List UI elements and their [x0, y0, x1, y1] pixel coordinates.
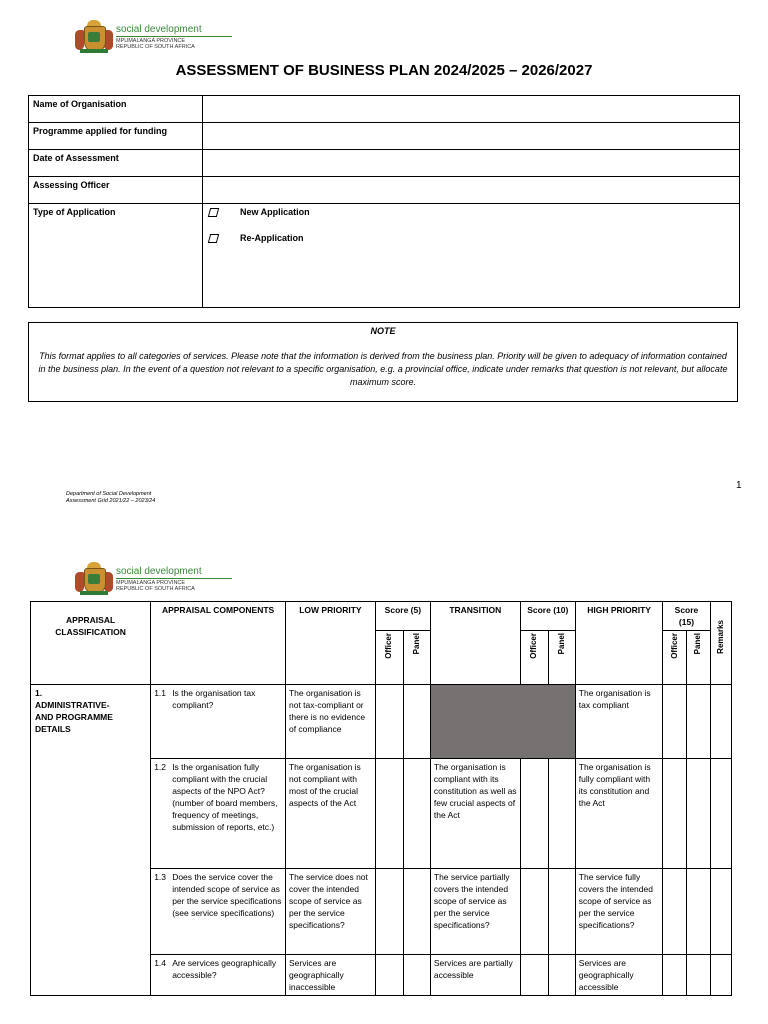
header-score-10: Score (10)	[520, 602, 575, 631]
page-title: ASSESSMENT OF BUSINESS PLAN 2024/2025 – 2026/2027	[175, 62, 593, 79]
row-low: The service does not cover the intended scope of service as per the service specifications?	[285, 869, 375, 955]
remarks-cell[interactable]	[710, 685, 731, 759]
header-panel: Panel	[693, 633, 703, 655]
note-title: NOTE	[370, 326, 396, 336]
header-officer: Officer	[529, 633, 539, 659]
score-panel-15[interactable]	[686, 869, 710, 955]
organisation-info-form	[28, 95, 740, 308]
field-organisation-name[interactable]	[203, 96, 740, 123]
checkbox-icon[interactable]	[208, 208, 219, 217]
logo-brand: social development	[116, 565, 202, 577]
coat-of-arms-icon	[74, 562, 114, 596]
option-label: New Application	[240, 207, 310, 217]
logo-brand: social development	[116, 23, 202, 35]
footer-line-2: Assessment Grid 2021/22 – 2023/24	[66, 498, 156, 504]
score-officer-15[interactable]	[663, 685, 687, 759]
label-type-of-application: Type of Application	[29, 204, 203, 308]
field-assessing-officer[interactable]	[203, 177, 740, 204]
score-panel-5[interactable]	[403, 869, 430, 955]
header-officer: Officer	[669, 633, 679, 659]
header-high-priority: HIGH PRIORITY	[575, 602, 663, 685]
footer-line-1: Department of Social Development	[66, 491, 152, 497]
score-panel-5[interactable]	[403, 685, 430, 759]
row-component: Is the organisation tax compliant?	[172, 688, 256, 710]
header-officer: Officer	[384, 633, 394, 659]
header-low-priority: LOW PRIORITY	[285, 602, 375, 685]
logo-country: REPUBLIC OF SOUTH AFRICA	[116, 43, 195, 50]
score-officer-15[interactable]	[663, 955, 687, 996]
score-panel-15[interactable]	[686, 685, 710, 759]
header-remarks: Remarks	[715, 620, 725, 654]
page-number: 1	[736, 480, 742, 491]
header-classification: APPRAISAL CLASSIFICATION	[31, 602, 151, 685]
note-body: This format applies to all categories of services. Please note that the information is derived from the business plan. Priority will be given to adequacy of information contained in the business plan. In the event of a question not relevant to a specific organisation, e.g. a provincial office, indicate under remarks that question is not relevant, but allocate maximum score.	[38, 351, 728, 387]
row-transition: The service partially covers the intended scope of service as per the service specifications?	[430, 869, 520, 955]
row-number: 1.3	[154, 872, 167, 882]
row-number: 1.2	[154, 762, 167, 772]
label-organisation-name: Name of Organisation	[29, 96, 203, 123]
header-score-15: Score (15)	[663, 602, 710, 631]
score-officer-5[interactable]	[375, 955, 403, 996]
row-number: 1.4	[154, 958, 167, 968]
header-panel: Panel	[411, 633, 421, 655]
transition-not-applicable	[430, 685, 575, 759]
remarks-cell[interactable]	[710, 759, 731, 869]
row-low: The organisation is not tax-compliant or there is no evidence of compliance	[285, 685, 375, 759]
checkbox-icon[interactable]	[208, 234, 219, 243]
score-officer-10[interactable]	[520, 759, 548, 869]
header-transition: TRANSITION	[430, 602, 520, 685]
header-panel: Panel	[556, 633, 566, 655]
label-programme: Programme applied for funding	[29, 123, 203, 150]
score-officer-10[interactable]	[520, 869, 548, 955]
score-officer-15[interactable]	[663, 869, 687, 955]
score-officer-15[interactable]	[663, 759, 687, 869]
coat-of-arms-icon	[74, 20, 114, 54]
row-low: Services are geographically inaccessible	[285, 955, 375, 996]
score-panel-5[interactable]	[403, 955, 430, 996]
row-transition: The organisation is compliant with its constitution as well as few crucial aspects of the Act	[430, 759, 520, 869]
logo-country: REPUBLIC OF SOUTH AFRICA	[116, 585, 195, 592]
score-panel-15[interactable]	[686, 955, 710, 996]
score-officer-5[interactable]	[375, 869, 403, 955]
header-score-5: Score (5)	[375, 602, 430, 631]
logo-province: MPUMALANGA PROVINCE	[116, 37, 186, 44]
row-number: 1.1	[154, 688, 167, 698]
score-officer-5[interactable]	[375, 685, 403, 759]
row-transition: Services are partially accessible	[430, 955, 520, 996]
field-date-of-assessment[interactable]	[203, 150, 740, 177]
label-assessing-officer: Assessing Officer	[29, 177, 203, 204]
score-panel-10[interactable]	[548, 869, 575, 955]
score-officer-5[interactable]	[375, 759, 403, 869]
score-panel-10[interactable]	[548, 759, 575, 869]
row-high: The organisation is fully compliant with its constitution and the Act	[575, 759, 663, 869]
score-panel-15[interactable]	[686, 759, 710, 869]
remarks-cell[interactable]	[710, 955, 731, 996]
department-logo	[74, 562, 232, 596]
row-component: Is the organisation fully compliant with the crucial aspects of the NPO Act? (number of board members, frequency of meetings, submission of reports, etc.)	[172, 762, 278, 832]
section-title: 1. ADMINISTRATIVE-AND PROGRAMME DETAILS	[35, 688, 113, 734]
score-panel-10[interactable]	[548, 955, 575, 996]
assessment-grid	[30, 601, 732, 996]
row-low: The organisation is not compliant with most of the crucial aspects of the Act	[285, 759, 375, 869]
logo-province: MPUMALANGA PROVINCE	[116, 579, 186, 586]
row-component: Does the service cover the intended scope of service as per the service specifications (see service specifications)	[172, 872, 282, 918]
score-panel-5[interactable]	[403, 759, 430, 869]
score-officer-10[interactable]	[520, 955, 548, 996]
row-component: Are services geographically accessible?	[172, 958, 277, 980]
department-logo	[74, 20, 232, 54]
remarks-cell[interactable]	[710, 869, 731, 955]
option-label: Re-Application	[240, 233, 304, 243]
table-row	[31, 685, 732, 759]
row-high: Services are geographically accessible	[575, 955, 663, 996]
option-re-application[interactable]	[209, 233, 735, 243]
row-high: The organisation is tax compliant	[575, 685, 663, 759]
label-date-of-assessment: Date of Assessment	[29, 150, 203, 177]
page-footer	[66, 491, 155, 505]
option-new-application[interactable]	[209, 207, 735, 233]
note-box	[28, 322, 738, 402]
row-high: The service fully covers the intended scope of service as per the service specifications?	[575, 869, 663, 955]
field-programme[interactable]	[203, 123, 740, 150]
header-components: APPRAISAL COMPONENTS	[151, 602, 286, 685]
